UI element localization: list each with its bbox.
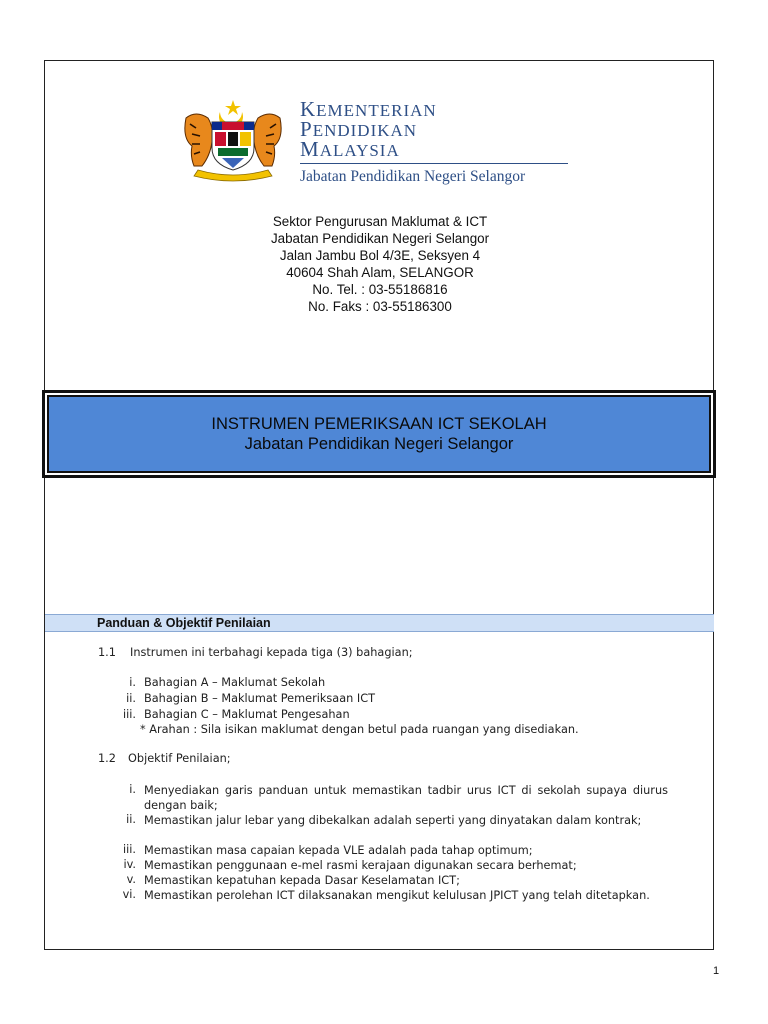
- part1-item: Bahagian A – Maklumat Sekolah: [144, 676, 326, 689]
- document-title-box: [42, 390, 716, 478]
- objective-item: Menyediakan garis panduan untuk memastikan tadbir urus ICT di sekolah supaya diurus dengan baik;: [144, 784, 668, 812]
- document-subtitle: Jabatan Pendidikan Negeri Selangor: [244, 435, 514, 453]
- objective-number: iv.: [123, 858, 136, 871]
- objective-number: ii.: [126, 813, 136, 826]
- objective-item: Memastikan kepatuhan kepada Dasar Keselamatan ICT;: [144, 874, 460, 887]
- part2-text: Objektif Penilaian;: [128, 752, 231, 765]
- objective-number: vi.: [122, 888, 136, 901]
- objective-item: Memastikan masa capaian kepada VLE adalah pada tahap optimum;: [144, 844, 533, 857]
- objective-number: i.: [129, 783, 136, 796]
- objective-item: Memastikan perolehan ICT dilaksanakan mengikut kelulusan JPICT yang telah ditetapkan.: [144, 889, 650, 902]
- address-line-city: 40604 Shah Alam, SELANGOR: [286, 265, 474, 280]
- part1-number: 1.1: [98, 646, 116, 659]
- address-line-sector: Sektor Pengurusan Maklumat & ICT: [272, 214, 488, 229]
- ministry-logo: [178, 98, 578, 188]
- part1-text: Instrumen ini terbahagi kepada tiga (3) bahagian;: [130, 646, 413, 659]
- logo-divider: [300, 163, 568, 164]
- part1-item-number: ii.: [126, 692, 136, 705]
- part1-item-number: iii.: [122, 708, 136, 721]
- part2-number: 1.2: [98, 752, 116, 765]
- objective-item: Memastikan penggunaan e-mel rasmi kerajaan digunakan secara berhemat;: [144, 859, 577, 872]
- page-number: 1: [713, 965, 720, 977]
- ministry-name-line1: KEMENTERIAN: [300, 97, 437, 121]
- address-line-street: Jalan Jambu Bol 4/3E, Seksyen 4: [279, 248, 481, 263]
- part1-item: Bahagian B – Maklumat Pemeriksaan ICT: [144, 692, 376, 705]
- telephone-number: No. Tel. : 03-55186816: [312, 282, 448, 297]
- document-title-banner: [47, 395, 711, 473]
- objective-number: iii.: [122, 843, 136, 856]
- part1-item-number: i.: [129, 676, 136, 689]
- fax-number: No. Faks : 03-55186300: [308, 299, 452, 314]
- instruction-note: * Arahan : Sila isikan maklumat dengan betul pada ruangan yang disediakan.: [140, 723, 579, 736]
- objective-item: Memastikan jalur lebar yang dibekalkan adalah seperti yang dinyatakan dalam kontrak;: [144, 814, 642, 827]
- address-block: [180, 213, 580, 315]
- objective-number: v.: [126, 873, 136, 886]
- section-heading-bar: [45, 614, 714, 632]
- department-name: Jabatan Pendidikan Negeri Selangor: [300, 168, 526, 185]
- part1-item: Bahagian C – Maklumat Pengesahan: [144, 708, 350, 721]
- ministry-name-line3: MALAYSIA: [300, 137, 400, 161]
- document-title: INSTRUMEN PEMERIKSAAN ICT SEKOLAH: [211, 415, 547, 433]
- ministry-name-line2: PENDIDIKAN: [300, 117, 418, 141]
- section-heading: Panduan & Objektif Penilaian: [97, 616, 271, 630]
- address-line-department: Jabatan Pendidikan Negeri Selangor: [270, 231, 490, 246]
- malaysia-coat-of-arms-icon: [178, 98, 288, 182]
